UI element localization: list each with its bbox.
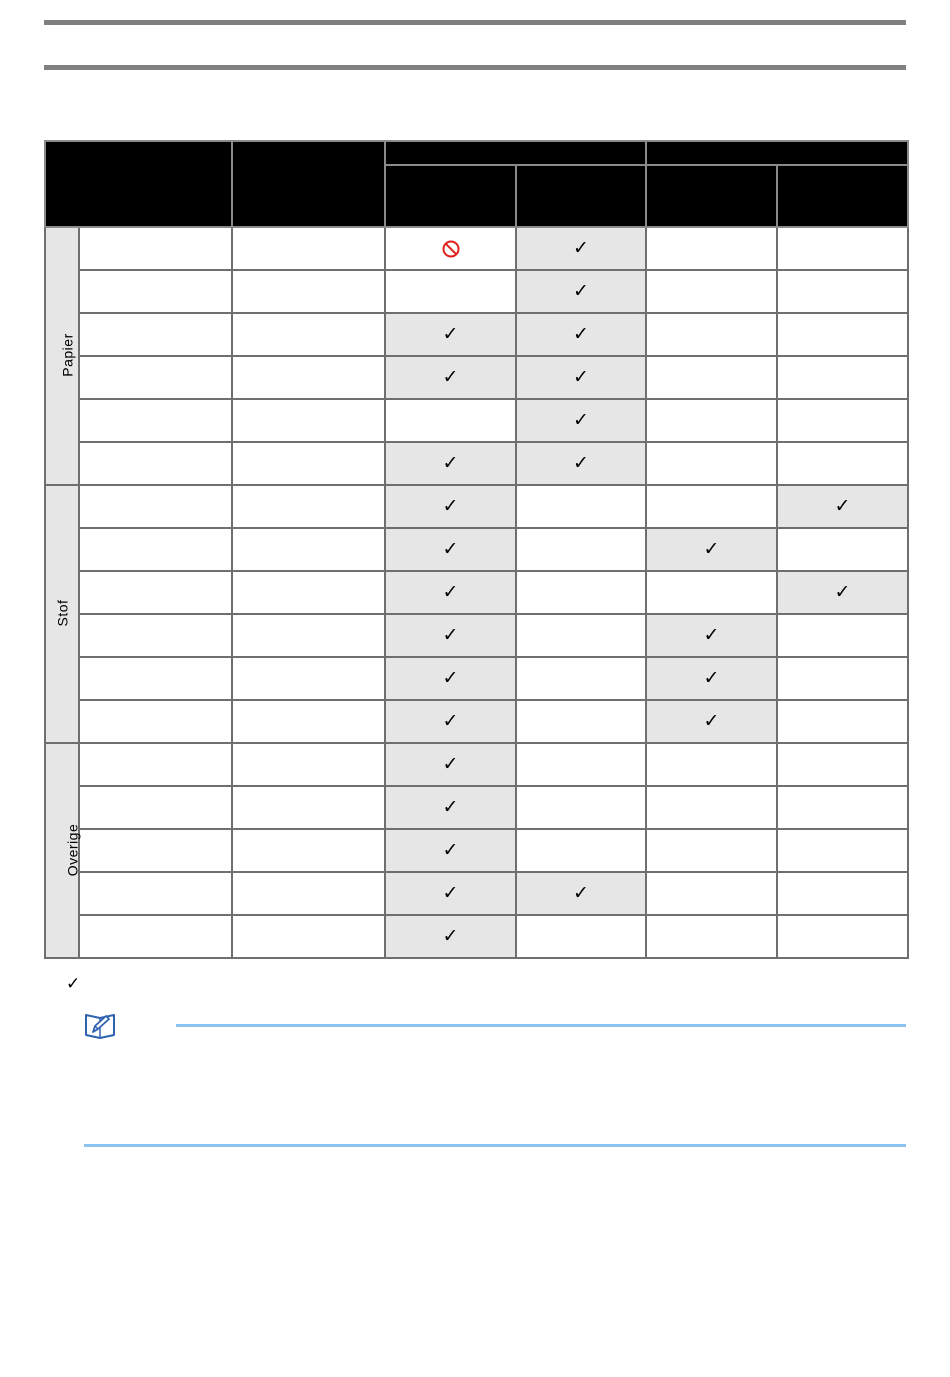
empty-cell xyxy=(777,227,908,270)
check-mark: ✓ xyxy=(442,925,459,947)
empty-cell xyxy=(646,442,777,485)
table-row xyxy=(45,915,908,958)
empty-cell xyxy=(777,356,908,399)
empty-cell xyxy=(646,399,777,442)
compatible-cell xyxy=(385,485,516,528)
table-row xyxy=(45,614,908,657)
header-col-2 xyxy=(516,165,646,227)
table-row xyxy=(45,657,908,700)
check-mark: ✓ xyxy=(442,796,459,818)
empty-cell xyxy=(516,614,646,657)
empty-cell xyxy=(516,528,646,571)
empty-cell xyxy=(777,442,908,485)
check-mark: ✓ xyxy=(442,624,459,646)
category-label: Overige xyxy=(64,823,81,876)
memo-top-line xyxy=(176,1024,906,1027)
check-mark: ✓ xyxy=(703,624,720,646)
check-mark: ✓ xyxy=(442,710,459,732)
table-row xyxy=(45,442,908,485)
empty-cell xyxy=(516,915,646,958)
compatible-cell xyxy=(385,786,516,829)
material-name-cell xyxy=(79,657,232,700)
empty-cell xyxy=(516,743,646,786)
compatible-cell xyxy=(516,399,646,442)
table-body xyxy=(45,227,908,958)
empty-cell xyxy=(516,657,646,700)
table-row xyxy=(45,485,908,528)
empty-cell xyxy=(385,270,516,313)
empty-cell xyxy=(516,700,646,743)
table-row xyxy=(45,227,908,270)
category-label: Papier xyxy=(59,333,76,377)
compatible-cell xyxy=(385,743,516,786)
thickness-cell xyxy=(232,872,385,915)
compatible-cell xyxy=(777,571,908,614)
check-mark: ✓ xyxy=(442,581,459,603)
empty-cell xyxy=(646,270,777,313)
header-group-2 xyxy=(646,141,908,165)
thickness-cell xyxy=(232,313,385,356)
material-name-cell xyxy=(79,485,232,528)
check-mark: ✓ xyxy=(573,452,589,474)
table-row xyxy=(45,872,908,915)
check-mark: ✓ xyxy=(573,366,589,388)
check-mark: ✓ xyxy=(442,323,459,345)
compatible-cell xyxy=(385,614,516,657)
check-mark: ✓ xyxy=(442,452,459,474)
check-mark: ✓ xyxy=(703,667,720,689)
empty-cell xyxy=(777,270,908,313)
empty-cell xyxy=(646,872,777,915)
table-row xyxy=(45,786,908,829)
thickness-cell xyxy=(232,356,385,399)
empty-cell xyxy=(646,227,777,270)
compatible-cell xyxy=(646,614,777,657)
check-mark: ✓ xyxy=(573,409,589,431)
check-mark: ✓ xyxy=(442,753,459,775)
empty-cell xyxy=(777,743,908,786)
check-mark: ✓ xyxy=(442,366,459,388)
empty-cell xyxy=(777,786,908,829)
empty-cell xyxy=(777,700,908,743)
material-name-cell xyxy=(79,270,232,313)
empty-cell xyxy=(516,786,646,829)
compatible-cell xyxy=(516,356,646,399)
thickness-cell xyxy=(232,227,385,270)
compatible-cell xyxy=(646,700,777,743)
table-row xyxy=(45,399,908,442)
empty-cell xyxy=(646,915,777,958)
prohibited-cell xyxy=(385,227,516,270)
title-rule xyxy=(44,65,906,70)
compatible-cell xyxy=(385,657,516,700)
material-name-cell xyxy=(79,442,232,485)
table-row xyxy=(45,700,908,743)
compatible-cell xyxy=(385,700,516,743)
compatible-cell xyxy=(646,528,777,571)
empty-cell xyxy=(777,829,908,872)
compatible-cell xyxy=(385,313,516,356)
legend-check-mark: ✓ xyxy=(66,974,81,993)
check-mark: ✓ xyxy=(834,581,851,603)
table-row xyxy=(45,356,908,399)
table-row xyxy=(45,743,908,786)
prohibited-icon xyxy=(441,239,461,259)
thickness-cell xyxy=(232,485,385,528)
header-col-4 xyxy=(777,165,908,227)
category-cell xyxy=(45,485,79,743)
empty-cell xyxy=(646,786,777,829)
memo-icon xyxy=(84,1011,116,1039)
empty-cell xyxy=(516,485,646,528)
check-mark: ✓ xyxy=(442,538,459,560)
empty-cell xyxy=(646,356,777,399)
thickness-cell xyxy=(232,442,385,485)
thickness-cell xyxy=(232,657,385,700)
material-name-cell xyxy=(79,571,232,614)
empty-cell xyxy=(777,399,908,442)
thickness-cell xyxy=(232,700,385,743)
thickness-cell xyxy=(232,528,385,571)
empty-cell xyxy=(646,485,777,528)
thickness-cell xyxy=(232,571,385,614)
memo-bottom-line xyxy=(84,1144,906,1147)
header-col-1 xyxy=(385,165,516,227)
empty-cell xyxy=(646,743,777,786)
material-name-cell xyxy=(79,700,232,743)
thickness-cell xyxy=(232,614,385,657)
material-name-cell xyxy=(79,786,232,829)
empty-cell xyxy=(777,872,908,915)
check-mark: ✓ xyxy=(703,710,720,732)
check-mark: ✓ xyxy=(573,882,589,904)
empty-cell xyxy=(516,571,646,614)
check-mark: ✓ xyxy=(442,495,459,517)
compatible-cell xyxy=(385,528,516,571)
thickness-cell xyxy=(232,399,385,442)
material-name-cell xyxy=(79,313,232,356)
compatibility-table xyxy=(44,140,909,959)
table-row xyxy=(45,270,908,313)
material-name-cell xyxy=(79,743,232,786)
material-name-cell xyxy=(79,872,232,915)
empty-cell xyxy=(777,614,908,657)
table-row xyxy=(45,571,908,614)
material-name-cell xyxy=(79,829,232,872)
empty-cell xyxy=(777,528,908,571)
empty-cell xyxy=(385,399,516,442)
thickness-cell xyxy=(232,915,385,958)
material-name-cell xyxy=(79,915,232,958)
material-name-cell xyxy=(79,399,232,442)
thickness-cell xyxy=(232,270,385,313)
check-mark: ✓ xyxy=(573,323,589,345)
header-col-3 xyxy=(646,165,777,227)
empty-cell xyxy=(646,829,777,872)
empty-cell xyxy=(777,313,908,356)
thickness-cell xyxy=(232,829,385,872)
header-thickness xyxy=(232,141,385,227)
check-mark: ✓ xyxy=(573,237,589,259)
table-row xyxy=(45,829,908,872)
compatible-cell xyxy=(516,313,646,356)
material-name-cell xyxy=(79,356,232,399)
compatible-cell xyxy=(777,485,908,528)
compatible-cell xyxy=(516,872,646,915)
check-mark: ✓ xyxy=(442,839,459,861)
compatible-cell xyxy=(646,657,777,700)
top-rule xyxy=(44,20,906,25)
compatible-cell xyxy=(385,829,516,872)
empty-cell xyxy=(777,915,908,958)
compatible-cell xyxy=(516,227,646,270)
header-material xyxy=(45,141,232,227)
table-row xyxy=(45,528,908,571)
compatible-cell xyxy=(385,442,516,485)
category-label: Stof xyxy=(54,599,70,627)
thickness-cell xyxy=(232,743,385,786)
empty-cell xyxy=(646,571,777,614)
thickness-cell xyxy=(232,786,385,829)
check-mark: ✓ xyxy=(703,538,720,560)
empty-cell xyxy=(516,829,646,872)
check-mark: ✓ xyxy=(442,882,459,904)
compatible-cell xyxy=(516,442,646,485)
compatible-cell xyxy=(385,872,516,915)
header-group-1 xyxy=(385,141,646,165)
compatible-cell xyxy=(385,356,516,399)
empty-cell xyxy=(777,657,908,700)
check-mark: ✓ xyxy=(573,280,589,302)
check-mark: ✓ xyxy=(834,495,851,517)
compatible-cell xyxy=(385,571,516,614)
material-name-cell xyxy=(79,227,232,270)
material-name-cell xyxy=(79,614,232,657)
check-mark: ✓ xyxy=(442,667,459,689)
category-cell xyxy=(45,743,79,958)
table-row xyxy=(45,313,908,356)
compatible-cell xyxy=(516,270,646,313)
empty-cell xyxy=(646,313,777,356)
compatible-cell xyxy=(385,915,516,958)
category-cell xyxy=(45,227,79,485)
material-name-cell xyxy=(79,528,232,571)
